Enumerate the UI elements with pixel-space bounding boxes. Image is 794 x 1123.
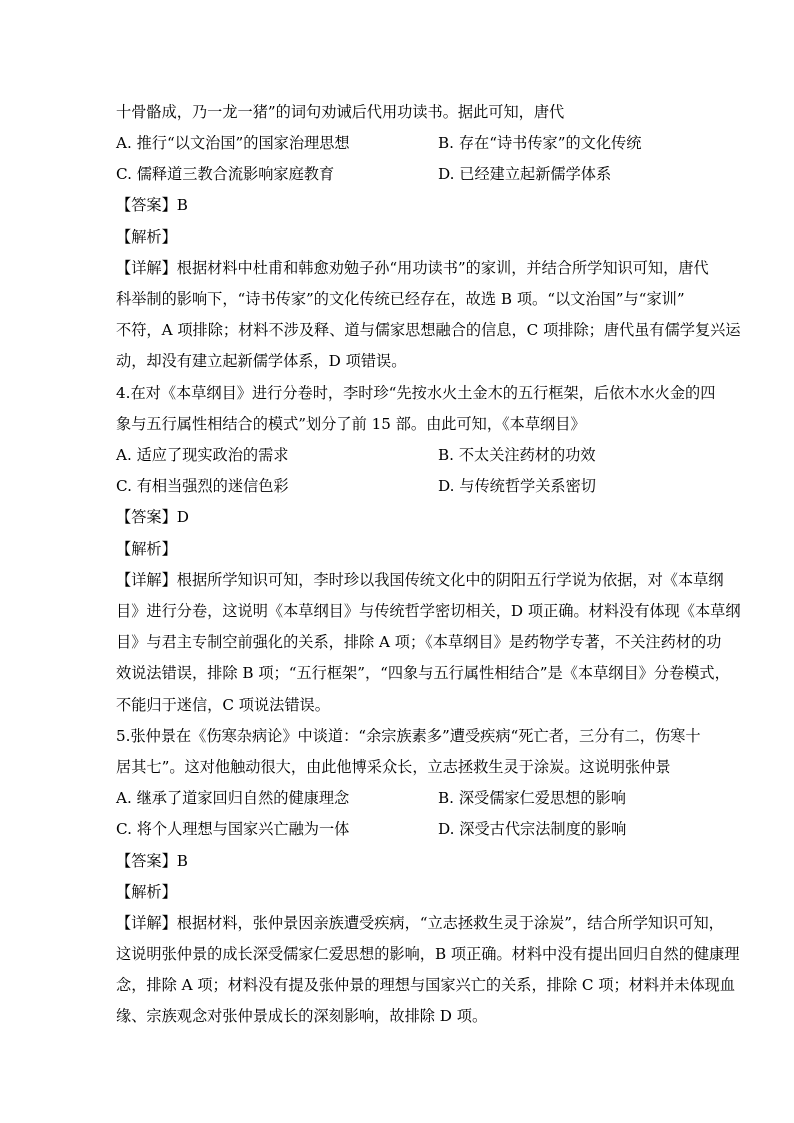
q3-detail-line: 【详解】根据材料中杜甫和韩愈劝勉子孙“用功读书”的家训，并结合所学知识可知，唐代	[116, 259, 709, 277]
q4-option-a: A. 适应了现实政治的需求	[116, 446, 289, 464]
q3-option-a: A. 推行“以文治国”的国家治理思想	[116, 134, 350, 152]
q5-answer: 【答案】B	[116, 852, 188, 870]
q5-option-b: B. 深受儒家仁爱思想的影响	[438, 789, 626, 807]
q5-option-a: A. 继承了道家回归自然的健康理念	[116, 789, 350, 807]
q5-detail-line: 这说明张仲景的成长深受儒家仁爱思想的影响，B 项正确。材料中没有提出回归自然的健康理	[116, 945, 740, 963]
q3-analysis-label: 【解析】	[116, 228, 177, 246]
q4-detail-line: 不能归于迷信，C 项说法错误。	[116, 696, 330, 714]
q4-detail-line: 目》进行分卷，这说明《本草纲目》与传统哲学密切相关，D 项正确。材料没有体现《本草纲	[116, 602, 741, 620]
q3-detail-line: 不符，A 项排除；材料不涉及释、道与儒家思想融合的信息，C 项排除；唐代虽有儒学复兴运	[116, 321, 741, 339]
q3-option-c: C. 儒释道三教合流影响家庭教育	[116, 165, 335, 183]
q3-option-d: D. 已经建立起新儒学体系	[438, 165, 612, 183]
q5-option-c: C. 将个人理想与国家兴亡融为一体	[116, 820, 350, 838]
q4-option-b: B. 不太关注药材的功效	[438, 446, 596, 464]
q4-option-c: C. 有相当强烈的迷信色彩	[116, 477, 289, 495]
q4-detail-line: 【详解】根据所学知识可知，李时珍以我国传统文化中的阴阳五行学说为依据，对《本草纲	[116, 571, 724, 589]
q4-analysis-label: 【解析】	[116, 540, 177, 558]
q3-detail-line: 科举制的影响下，“诗书传家”的文化传统已经存在，故选 B 项。“以文治国”与“家训”	[116, 290, 685, 308]
q5-stem-line: 5.张仲景在《伤寒杂病论》中谈道：“余宗族素多”遭受疾病“死亡者，三分有二，伤寒十	[116, 727, 701, 745]
q3-option-b: B. 存在“诗书传家”的文化传统	[438, 134, 642, 152]
q4-stem-line: 4.在对《本草纲目》进行分卷时，李时珍“先按水火土金木的五行框架，后依木水火金的四	[116, 384, 716, 402]
q5-analysis-label: 【解析】	[116, 883, 177, 901]
q3-answer: 【答案】B	[116, 196, 188, 214]
q4-detail-line: 目》与君主专制空前强化的关系，排除 A 项；《本草纲目》是药物学专著，不关注药材的功	[116, 633, 722, 651]
q5-detail-line: 缘、宗族观念对张仲景成长的深刻影响，故排除 D 项。	[116, 1007, 488, 1025]
q3-stem: 十骨骼成，乃一龙一猪”的词句劝诫后代用功读书。据此可知，唐代	[116, 103, 565, 121]
q3-detail-line: 动，却没有建立起新儒学体系，D 项错误。	[116, 352, 407, 370]
q4-answer: 【答案】D	[116, 508, 189, 526]
q5-stem-line: 居其七”。这对他触动很大，由此他博采众长，立志拯救生灵于涂炭。这说明张仲景	[116, 758, 671, 776]
q4-detail-line: 效说法错误，排除 B 项；“五行框架”，“四象与五行属性相结合”是《本草纲目》分卷模式，	[116, 664, 730, 682]
q4-stem-line: 象与五行属性相结合的模式”划分了前 15 部。由此可知，《本草纲目》	[116, 415, 586, 433]
q4-option-d: D. 与传统哲学关系密切	[438, 477, 596, 495]
q5-option-d: D. 深受古代宗法制度的影响	[438, 820, 627, 838]
q5-detail-line: 念，排除 A 项；材料没有提及张仲景的理想与国家兴亡的关系，排除 C 项；材料并未体现血	[116, 976, 736, 994]
q5-detail-line: 【详解】根据材料，张仲景因亲族遭受疾病，“立志拯救生灵于涂炭”，结合所学知识可知，	[116, 914, 724, 932]
